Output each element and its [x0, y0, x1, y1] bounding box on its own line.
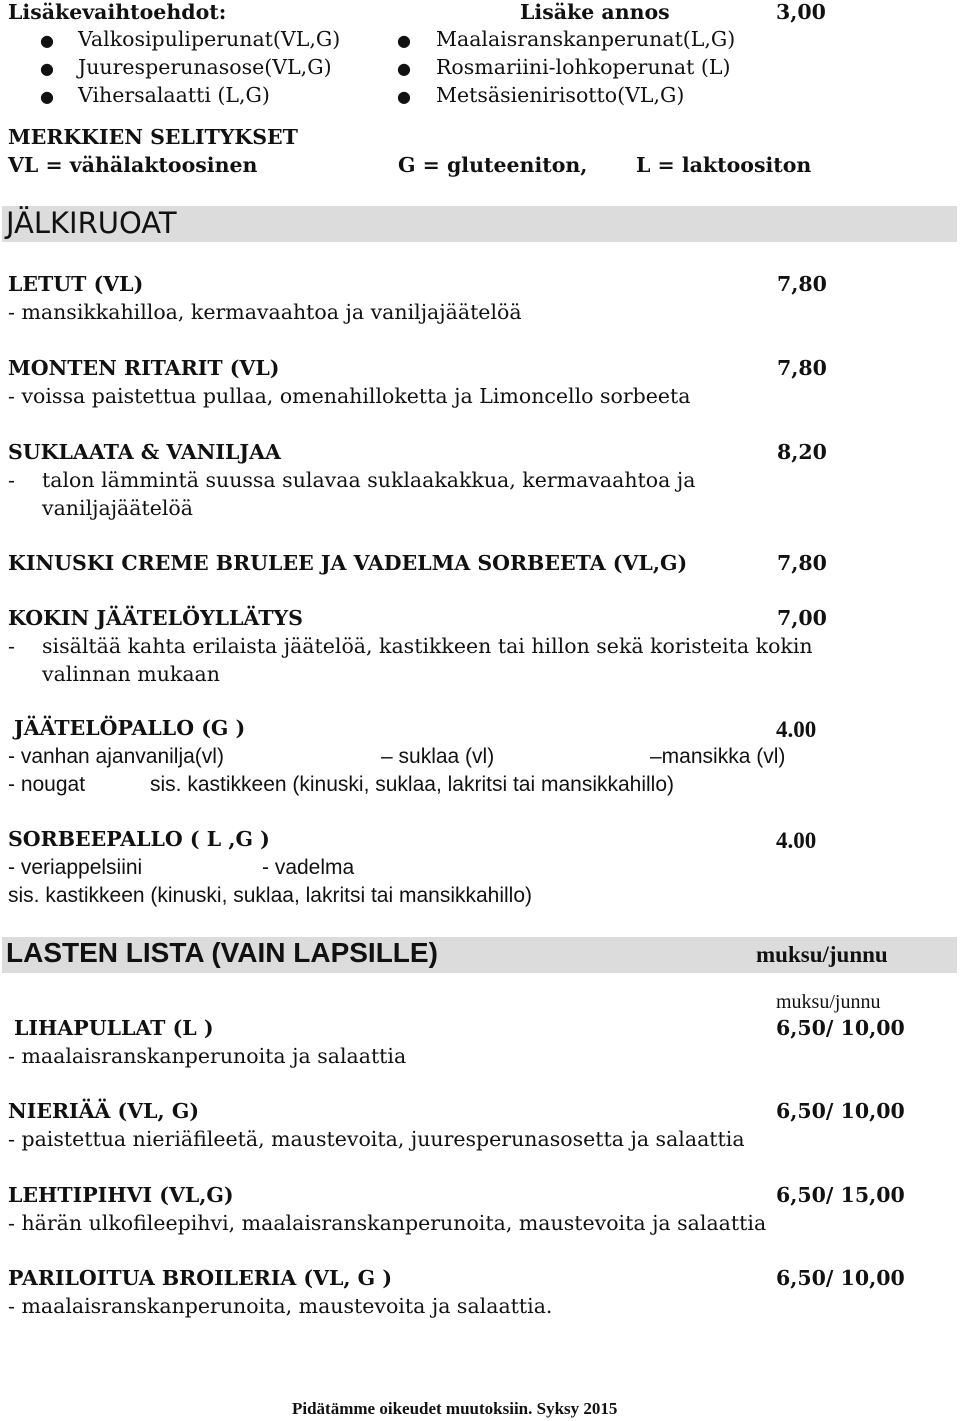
- sorbet-name: SORBEEPALLO ( L ,G ): [8, 827, 270, 851]
- sorbet-price: 4.00: [776, 828, 817, 853]
- dessert-description: sisältää kahta erilaista jäätelöä, kastikkeen tai hillon sekä koristeita kokin: [42, 634, 813, 658]
- kids-item-description: - maalaisranskanperunoita ja salaattia: [8, 1044, 407, 1068]
- kids-item-price: 6,50/ 10,00: [776, 1099, 905, 1123]
- legend-g: G = gluteeniton,: [398, 153, 588, 177]
- legend-heading: MERKKIEN SELITYKSET: [8, 125, 298, 149]
- icecream-name: JÄÄTELÖPALLO (G ): [14, 716, 246, 740]
- dessert-description-dash: -: [8, 634, 15, 658]
- icecream-price: 4.00: [776, 717, 817, 742]
- kids-section-title: LASTEN LISTA (VAIN LAPSILLE): [6, 937, 438, 968]
- icecream-flavor: - nougat: [8, 773, 86, 796]
- dessert-description-dash: -: [8, 468, 15, 492]
- side-option-item: Vihersalaatti (L,G): [78, 83, 270, 107]
- kids-item-name: NIERIÄÄ (VL, G): [8, 1099, 200, 1123]
- dessert-name: KOKIN JÄÄTELÖYLLÄTYS: [8, 606, 303, 630]
- bullet-icon: ●: [40, 87, 54, 106]
- sorbet-flavor: - veriappelsiini: [8, 856, 143, 879]
- kids-item-description: - maalaisranskanperunoita, maustevoita ja salaattia.: [8, 1294, 553, 1318]
- icecream-flavor: –mansikka (vl): [650, 745, 786, 768]
- footer-note: Pidätämme oikeudet muutoksiin. Syksy 2015: [292, 1399, 618, 1418]
- extra-side-label: Lisäke annos: [520, 0, 670, 24]
- bullet-icon: ●: [397, 59, 411, 78]
- dessert-price: 7,00: [777, 606, 827, 630]
- bullet-icon: ●: [397, 87, 411, 106]
- side-option-item: Maalaisranskanperunat(L,G): [436, 27, 736, 51]
- dessert-name: MONTEN RITARIT (VL): [8, 356, 280, 380]
- bullet-icon: ●: [40, 31, 54, 50]
- sorbet-sauce: sis. kastikkeen (kinuski, suklaa, lakritsi tai mansikkahillo): [8, 884, 533, 907]
- dessert-description: valinnan mukaan: [42, 662, 220, 686]
- kids-item-price: 6,50/ 10,00: [776, 1266, 905, 1290]
- kids-item-name: PARILOITUA BROILERIA (VL, G ): [8, 1266, 393, 1290]
- dessert-price: 7,80: [777, 356, 827, 380]
- kids-section-portion-label: muksu/junnu: [756, 942, 888, 967]
- dessert-description: - mansikkahilloa, kermavaahtoa ja vaniljajäätelöä: [8, 300, 522, 324]
- dessert-name: LETUT (VL): [8, 272, 144, 296]
- sorbet-flavor: - vadelma: [262, 856, 355, 879]
- extra-side-price: 3,00: [776, 0, 826, 24]
- kids-item-name: LEHTIPIHVI (VL,G): [8, 1183, 234, 1207]
- side-option-item: Rosmariini-lohkoperunat (L): [436, 55, 731, 79]
- dessert-name: KINUSKI CREME BRULEE JA VADELMA SORBEETA (VL,G): [8, 551, 688, 575]
- dessert-name: SUKLAATA & VANILJAA: [8, 440, 281, 464]
- dessert-description: talon lämmintä suussa sulavaa suklaakakkua, kermavaahtoa ja: [42, 468, 696, 492]
- kids-item-price: 6,50/ 15,00: [776, 1183, 905, 1207]
- kids-section-band: [2, 937, 957, 973]
- kids-item-description: - härän ulkofileepihvi, maalaisranskanperunoita, maustevoita ja salaattia: [8, 1211, 767, 1235]
- icecream-flavor: - vanhan ajanvanilja(vl): [8, 745, 224, 768]
- legend-l: L = laktoositon: [636, 153, 812, 177]
- icecream-sauce: sis. kastikkeen (kinuski, suklaa, lakritsi tai mansikkahillo): [150, 773, 675, 796]
- kids-item-description: - paistettua nieriäfileetä, maustevoita, juuresperunasosetta ja salaattia: [8, 1127, 745, 1151]
- side-option-item: Juuresperunasose(VL,G): [78, 55, 332, 79]
- icecream-flavor: – suklaa (vl): [381, 745, 495, 768]
- dessert-description: - voissa paistettua pullaa, omenahilloketta ja Limoncello sorbeeta: [8, 384, 691, 408]
- kids-portion-subheader: muksu/junnu: [776, 991, 881, 1013]
- dessert-price: 7,80: [777, 551, 827, 575]
- kids-item-price: 6,50/ 10,00: [776, 1016, 905, 1040]
- dessert-price: 7,80: [777, 272, 827, 296]
- desserts-section-band: [2, 206, 957, 242]
- desserts-section-title: JÄLKIRUOAT: [6, 206, 177, 240]
- bullet-icon: ●: [397, 31, 411, 50]
- legend-vl: VL = vähälaktoosinen: [8, 153, 258, 177]
- side-option-item: Valkosipuliperunat(VL,G): [78, 27, 341, 51]
- dessert-price: 8,20: [777, 440, 827, 464]
- kids-item-name: LIHAPULLAT (L ): [14, 1016, 214, 1040]
- side-option-item: Metsäsienirisotto(VL,G): [436, 83, 685, 107]
- side-options-heading: Lisäkevaihtoehdot:: [8, 0, 227, 24]
- dessert-description: vaniljajäätelöä: [42, 496, 193, 520]
- bullet-icon: ●: [40, 59, 54, 78]
